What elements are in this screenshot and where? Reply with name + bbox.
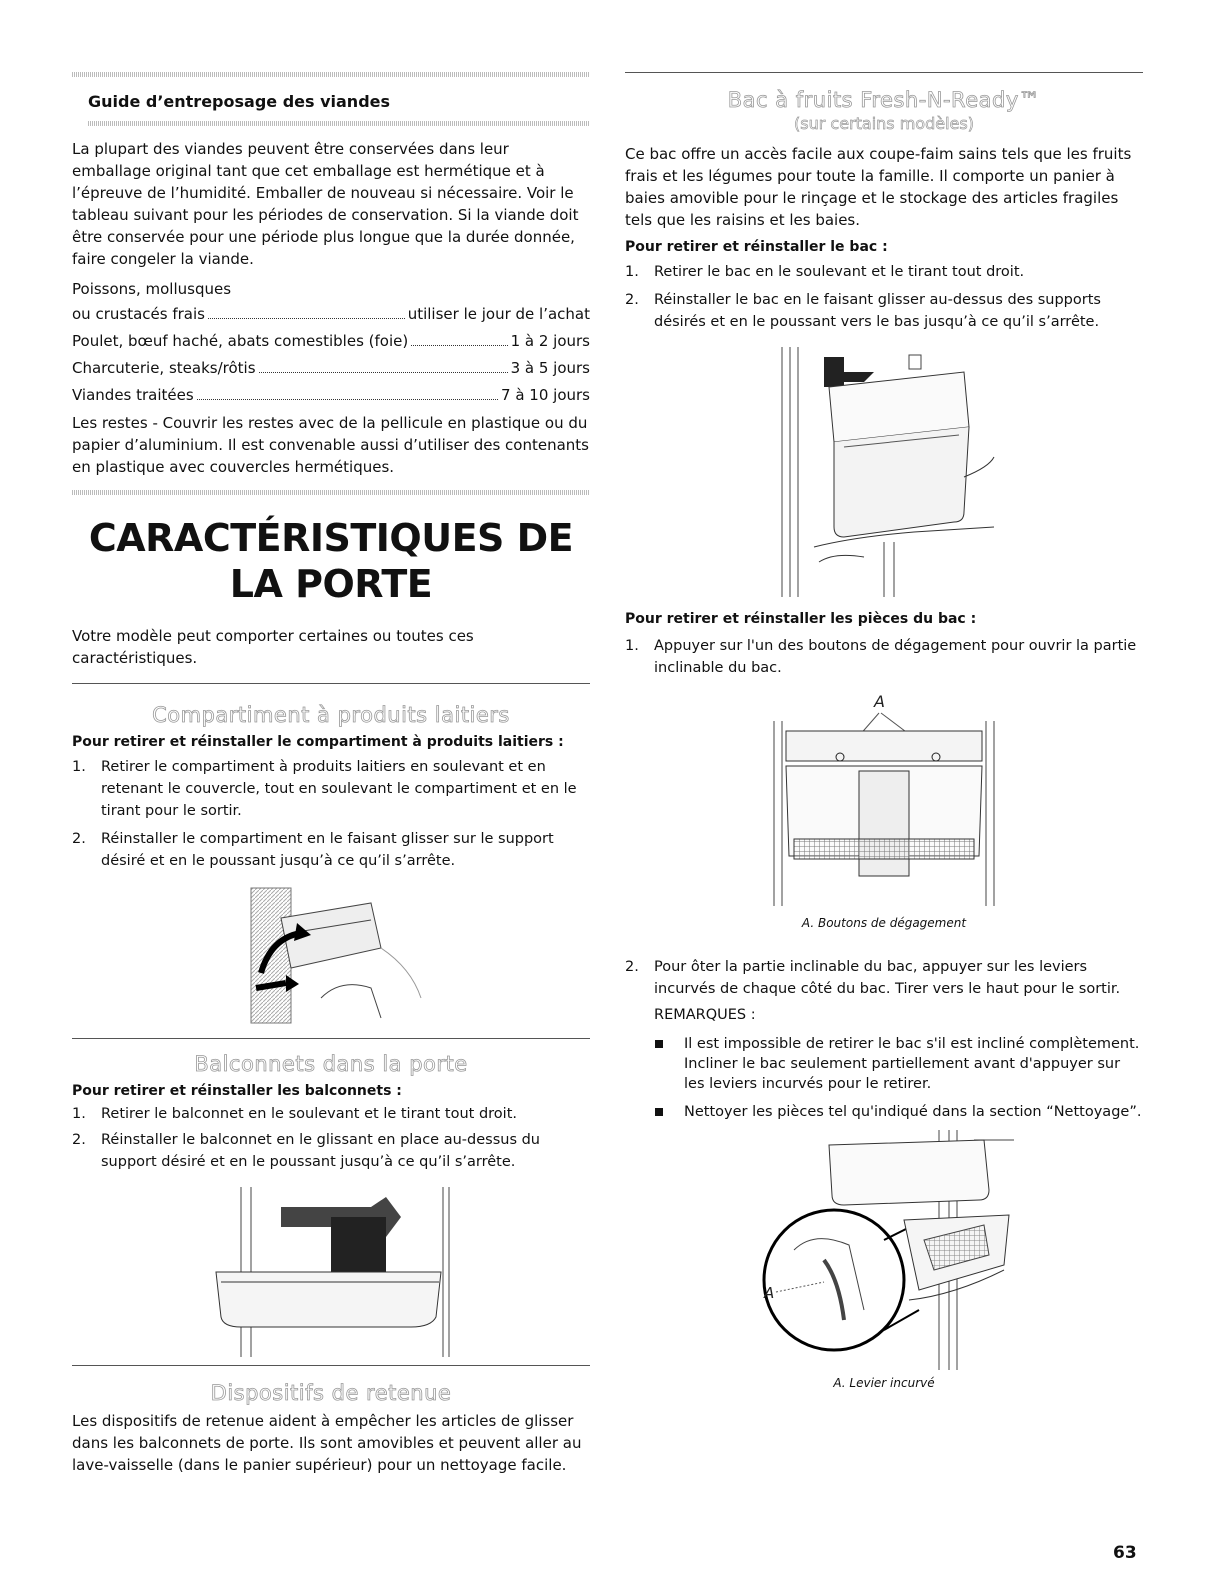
meat-row-item: Charcuterie, steaks/rôtis [72, 359, 256, 377]
fresh-intro: Ce bac offre un accès facile aux coupe-faim sains tels que les fruits frais et les légumes pour toute la famille. Il comporte un panier à baies amovible pour le rinçage et le stockage des articles fragiles tels que les raisins et les baies. [625, 145, 1132, 229]
main-title-line2: LA PORTE [229, 562, 433, 606]
fresh-steps2 [625, 635, 1143, 679]
fresh-steps1 [625, 261, 1143, 333]
step-text: Retirer le balconnet en le soulevant et le tirant tout droit. [101, 1106, 518, 1122]
meat-row-fish [72, 303, 590, 325]
list-item [72, 1103, 590, 1125]
bullet-icon [655, 1040, 663, 1048]
dairy-rule [72, 683, 590, 684]
list-item [72, 1129, 590, 1173]
step-number: 1. [625, 264, 639, 280]
step-number: 2. [625, 959, 639, 975]
door-bins-steps [72, 1103, 590, 1173]
meat-row-cured [72, 384, 590, 406]
door-bin-illustration [211, 1187, 451, 1357]
step-text: Appuyer sur l'un des boutons de dégagement pour ouvrir la partie inclinable du bac. [654, 638, 1137, 676]
bullet-icon [655, 1108, 663, 1116]
list-item [625, 261, 1143, 283]
retainers-text: Les dispositifs de retenue aident à empêcher les articles de glisser dans les balconnets de porte. Ils sont amovibles et peuvent aller au lave-vaisselle (dans le panier supérieur) pour un nettoyage facile. [72, 1412, 582, 1474]
door-bins-rule [72, 1038, 590, 1039]
meat-row-item: Poulet, bœuf haché, abats comestibles (foie) [72, 332, 409, 350]
step-text: Réinstaller le balconnet en le glissant en place au-dessus du support désiré et en le poussant jusqu’à ce qu’il s’arrête. [101, 1132, 541, 1170]
note-text: Il est impossible de retirer le bac s'il est incliné complètement. Incliner le bac seulement partiellement avant d'appuyer sur les leviers incurvés pour le retirer. [684, 1036, 1140, 1092]
step-text: Retirer le compartiment à produits laitiers en soulevant et en retenant le couvercle, tout en soulevant le compartiment et en le tirant pour le sortir. [101, 759, 577, 819]
list-item [625, 1034, 1143, 1094]
list-item [72, 756, 590, 822]
meat-row-chicken [72, 330, 590, 352]
curved-lever-illustration [754, 1130, 1014, 1370]
list-item [72, 828, 590, 872]
meat-guide-rule [88, 121, 590, 126]
right-column [625, 72, 1143, 1394]
release-button-illustration [764, 691, 1004, 906]
fresh-bin-illustration [764, 347, 1004, 597]
step-number: 2. [72, 831, 86, 847]
figure-label-a: A [874, 692, 885, 711]
meat-fish-line: Poissons, mollusques [72, 280, 232, 298]
retainers-title: Dispositifs de retenue [210, 1381, 452, 1405]
list-item [625, 635, 1143, 679]
notes-list [625, 1034, 1143, 1122]
dairy-subhead: Pour retirer et réinstaller le compartiment à produits laitiers : [72, 734, 564, 750]
top-dotted-rule [72, 72, 590, 77]
step-number: 1. [72, 1106, 86, 1122]
step-text: Réinstaller le bac en le faisant glisser au-dessus des supports désirés et en le poussant vers le bas jusqu’à ce qu’il s’arrête. [654, 292, 1101, 330]
meat-row-deli [72, 357, 590, 379]
step-number: 1. [72, 759, 86, 775]
meat-leftovers: Les restes - Couvrir les restes avec de la pellicule en plastique ou du papier d’aluminium. Il est convenable aussi d’utiliser des contenants en plastique avec couvercles hermétiques. [72, 414, 590, 476]
fresh-subhead2: Pour retirer et réinstaller les pièces du bac : [625, 611, 977, 627]
dairy-illustration [231, 878, 431, 1028]
figure-label-a: A [764, 1284, 775, 1302]
page-number: 63 [1113, 1543, 1137, 1563]
list-item [625, 289, 1143, 333]
meat-row-item: ou crustacés frais [72, 305, 205, 323]
retainers-rule [72, 1365, 590, 1366]
step-number: 2. [625, 292, 639, 308]
door-bins-title: Balconnets dans la porte [194, 1052, 468, 1076]
section-dotted-rule [72, 490, 590, 495]
list-item [625, 956, 1143, 1000]
fresh-rule [625, 72, 1143, 73]
step-number: 2. [72, 1132, 86, 1148]
list-item [625, 1102, 1143, 1122]
door-bins-subhead: Pour retirer et réinstaller les balconnets : [72, 1083, 402, 1099]
meat-row-time: 1 à 2 jours [510, 332, 590, 350]
meat-guide-title: Guide d’entreposage des viandes [88, 92, 391, 111]
main-title-line1: CARACTÉRISTIQUES DE [88, 516, 574, 560]
meat-row-time: 7 à 10 jours [501, 386, 590, 404]
main-intro: Votre modèle peut comporter certaines ou toutes ces caractéristiques. [72, 627, 474, 667]
notes-label: REMARQUES : [654, 1007, 756, 1023]
step-text: Retirer le bac en le soulevant et le tirant tout droit. [654, 264, 1025, 280]
meat-row-time: utiliser le jour de l’achat [407, 305, 590, 323]
fresh-subhead1: Pour retirer et réinstaller le bac : [625, 239, 888, 255]
step-number: 1. [625, 638, 639, 654]
fresh-steps2b [625, 956, 1143, 1000]
caption-release-buttons: A. Boutons de dégagement [801, 916, 967, 930]
note-text: Nettoyer les pièces tel qu'indiqué dans la section “Nettoyage”. [684, 1104, 1142, 1120]
meat-row-time: 3 à 5 jours [510, 359, 590, 377]
step-text: Réinstaller le compartiment en le faisant glisser sur le support désiré et en le poussant jusqu’à ce qu’il s’arrête. [101, 831, 554, 869]
dairy-title: Compartiment à produits laitiers [152, 703, 510, 727]
caption-curved-lever: A. Levier incurvé [833, 1376, 935, 1390]
meat-guide-intro: La plupart des viandes peuvent être conservées dans leur emballage original tant que cet emballage est hermétique et à l’épreuve de l’humidité. Emballer de nouveau si nécessaire. Voir le tableau suivant pour les périodes de conservation. Si la viande doit être conservée pour une période plus longue que la durée donnée, faire congeler la viande. [72, 140, 579, 268]
fresh-title: Bac à fruits Fresh-N-Ready™ [727, 88, 1041, 112]
step-text: Pour ôter la partie inclinable du bac, appuyer sur les leviers incurvés de chaque côté du bac. Tirer vers le haut pour le sortir. [654, 959, 1121, 997]
fresh-subtitle: (sur certains modèles) [794, 114, 974, 133]
meat-row-item: Viandes traitées [72, 386, 194, 404]
left-column [72, 72, 590, 1476]
dairy-steps [72, 756, 590, 872]
